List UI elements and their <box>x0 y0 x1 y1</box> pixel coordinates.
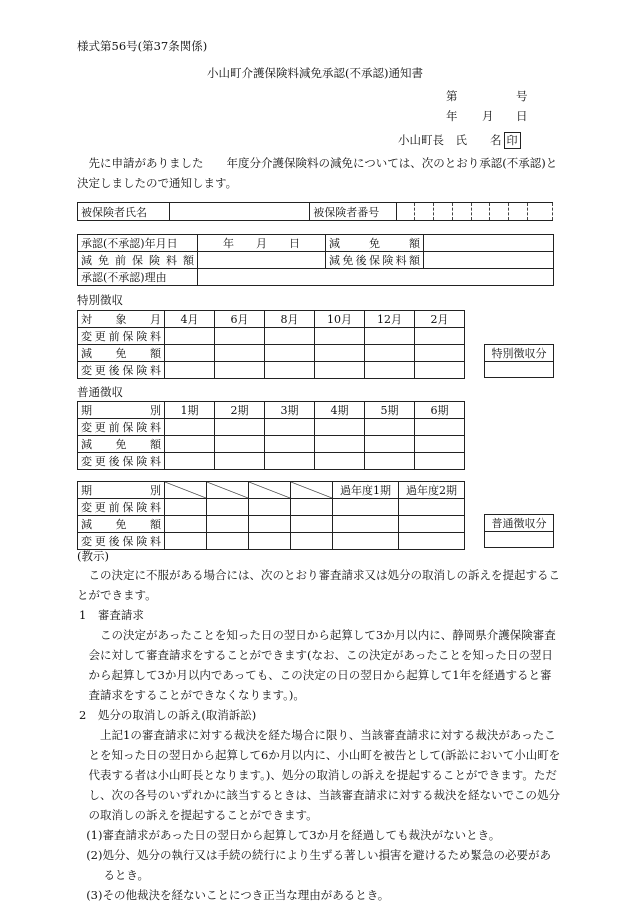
special-cell[interactable] <box>265 328 315 345</box>
past-period: 過年度2期 <box>399 482 465 499</box>
after-amount-cell[interactable] <box>424 252 554 269</box>
special-cell[interactable] <box>215 328 265 345</box>
ordinary-cell[interactable] <box>415 419 465 436</box>
ordinary-cell[interactable] <box>415 436 465 453</box>
intro-text: 先に申請がありました 年度分介護保険料の減免については、次のとおり承認(不承認)と決定しましたので通知します。 <box>77 156 558 190</box>
special-cell[interactable] <box>315 328 365 345</box>
ordinary-heading: 普通徴収 <box>77 385 123 399</box>
special-heading: 特別徴収 <box>77 293 123 307</box>
ordinary-row-label: 変更前保険料 <box>78 419 165 436</box>
before-amount-label: 減免前保険料額 <box>78 252 198 269</box>
ordinary-cell[interactable] <box>365 419 415 436</box>
special-total-label: 特別徴収分 <box>485 345 554 362</box>
special-total-box <box>484 344 554 378</box>
special-month: 6月 <box>215 311 265 328</box>
insured-number-digit[interactable] <box>396 203 415 221</box>
ordinary-total-label: 普通徴収分 <box>485 515 554 532</box>
ordinary-cell[interactable] <box>165 419 215 436</box>
past-row-label: 変更前保険料 <box>78 499 165 516</box>
ordinary-period: 6期 <box>415 402 465 419</box>
before-amount-cell[interactable] <box>198 252 326 269</box>
intro-paragraph <box>77 153 561 193</box>
special-cell[interactable] <box>315 362 365 379</box>
special-cell[interactable] <box>315 345 365 362</box>
item1-body: この決定があったことを知った日の翌日から起算して3か月以内に、静岡県介護保険審査会に対して審査請求をすることができます(なお、この決定があったことを知った日の翌日から起算して3か月以内であっても、この決定の日の翌日から起算して1年を経過すると審査請求をすることができなくなります。)。 <box>88 628 556 702</box>
reduction-amount-label: 減 免 額 <box>326 235 424 252</box>
insured-table <box>77 202 553 221</box>
special-cell[interactable] <box>215 345 265 362</box>
condition-item: (1)審査請求があった日の翌日から起算して3か月を経過しても裁決がないとき。 <box>86 828 501 842</box>
seal-mark: 印 <box>504 132 521 149</box>
ordinary-total-cell[interactable] <box>485 532 554 548</box>
ordinary-cell[interactable] <box>215 436 265 453</box>
diagonal-cell <box>165 482 207 499</box>
reduction-amount-cell[interactable] <box>424 235 554 252</box>
document-title: 小山町介護保険料減免承認(不承認)通知書 <box>207 66 423 80</box>
reason-cell[interactable] <box>198 269 554 286</box>
insured-number-digit[interactable] <box>490 203 509 221</box>
special-cell[interactable] <box>415 345 465 362</box>
date-year: 年 <box>446 109 458 123</box>
insured-number-digit[interactable] <box>509 203 528 221</box>
ordinary-period: 3期 <box>265 402 315 419</box>
past-cell[interactable] <box>165 499 207 516</box>
past-cell[interactable] <box>207 499 249 516</box>
ordinary-cell[interactable] <box>215 453 265 470</box>
ordinary-cell[interactable] <box>315 419 365 436</box>
issuer-name: 小山町長 氏 名 <box>398 133 502 147</box>
ordinary-cell[interactable] <box>365 436 415 453</box>
item2-title: 2 処分の取消しの訴え(取消訴訟) <box>79 708 257 722</box>
past-period-label: 期 別 <box>78 482 165 499</box>
past-cell[interactable] <box>291 516 333 533</box>
past-cell[interactable] <box>249 516 291 533</box>
ordinary-period: 2期 <box>215 402 265 419</box>
special-cell[interactable] <box>415 328 465 345</box>
special-cell[interactable] <box>365 328 415 345</box>
ordinary-cell[interactable] <box>365 453 415 470</box>
approval-date-value[interactable]: 年 月 日 <box>198 235 326 252</box>
special-cell[interactable] <box>215 362 265 379</box>
insured-name-cell[interactable] <box>169 203 310 221</box>
after-amount-label: 減免後保険料額 <box>326 252 424 269</box>
special-month: 2月 <box>415 311 465 328</box>
past-cell[interactable] <box>333 499 399 516</box>
ordinary-cell[interactable] <box>165 453 215 470</box>
special-month: 4月 <box>165 311 215 328</box>
past-period: 過年度1期 <box>333 482 399 499</box>
past-cell[interactable] <box>291 499 333 516</box>
approval-table <box>77 234 554 286</box>
insured-number-digit[interactable] <box>415 203 434 221</box>
ordinary-table <box>77 401 465 470</box>
diagonal-cell <box>207 482 249 499</box>
special-cell[interactable] <box>165 345 215 362</box>
past-row-label: 減 免 額 <box>78 516 165 533</box>
diagonal-cell <box>291 482 333 499</box>
special-cell[interactable] <box>265 362 315 379</box>
diagonal-cell <box>249 482 291 499</box>
ordinary-period: 4期 <box>315 402 365 419</box>
condition-item: (3)その他裁決を経ないことにつき正当な理由があるとき。 <box>86 888 390 902</box>
past-cell[interactable] <box>399 499 465 516</box>
special-cell[interactable] <box>415 362 465 379</box>
special-total-cell[interactable] <box>485 362 554 378</box>
ordinary-cell[interactable] <box>215 419 265 436</box>
ordinary-cell[interactable] <box>165 436 215 453</box>
past-row-label: 変更後保険料 <box>78 533 165 550</box>
number-go: 号 <box>516 89 528 103</box>
ordinary-period: 1期 <box>165 402 215 419</box>
special-month: 12月 <box>365 311 415 328</box>
special-target-label: 対 象 月 <box>78 311 165 328</box>
past-cell[interactable] <box>249 499 291 516</box>
special-cell[interactable] <box>165 362 215 379</box>
past-year-table <box>77 481 465 550</box>
special-cell[interactable] <box>365 362 415 379</box>
ordinary-cell[interactable] <box>265 453 315 470</box>
ordinary-row-label: 減 免 額 <box>78 436 165 453</box>
ordinary-period-label: 期 別 <box>78 402 165 419</box>
reason-label: 承認(不承認)理由 <box>78 269 198 286</box>
ordinary-row-label: 変更後保険料 <box>78 453 165 470</box>
ordinary-total-box <box>484 514 554 548</box>
special-row-label: 減 免 額 <box>78 345 165 362</box>
insured-name-label: 被保険者氏名 <box>78 203 170 221</box>
special-cell[interactable] <box>265 345 315 362</box>
special-cell[interactable] <box>165 328 215 345</box>
ordinary-cell[interactable] <box>265 419 315 436</box>
ordinary-cell[interactable] <box>265 436 315 453</box>
insured-number-digit[interactable] <box>434 203 453 221</box>
special-row-label: 変更後保険料 <box>78 362 165 379</box>
past-cell[interactable] <box>399 516 465 533</box>
past-cell[interactable] <box>333 516 399 533</box>
ordinary-cell[interactable] <box>315 453 365 470</box>
number-dai: 第 <box>446 89 458 103</box>
past-cell[interactable] <box>207 516 249 533</box>
special-month: 8月 <box>265 311 315 328</box>
notice-heading: (教示) <box>77 549 109 563</box>
ordinary-cell[interactable] <box>315 436 365 453</box>
approval-date-label: 承認(不承認)年月日 <box>78 235 198 252</box>
date-day: 日 <box>516 109 528 123</box>
special-table <box>77 310 465 379</box>
condition-item: (2)処分、処分の執行又は手続の続行により生ずる著しい損害を避けるため緊急の必要があるとき。 <box>86 848 551 882</box>
item2-body: 上記1の審査請求に対する裁決を経た場合に限り、当該審査請求に対する裁決があったことを知った日の翌日から起算して6か月以内に、小山町を被告として(訴訟において小山町を代表する者は小山町長となります。)、処分の取消しの訴えを提起することができます。ただし、次の各号のいずれかに該当するときは、当該審査請求に対する裁決を経ないでこの処分の取消しの訴えを提起することができます。 <box>88 728 561 822</box>
issuer-line <box>398 132 521 149</box>
special-cell[interactable] <box>365 345 415 362</box>
notice-intro: この決定に不服がある場合には、次のとおり審査請求又は処分の取消しの訴えを提起することができます。 <box>77 568 560 602</box>
ordinary-cell[interactable] <box>415 453 465 470</box>
insured-number-digit[interactable] <box>452 203 471 221</box>
insured-number-digit[interactable] <box>471 203 490 221</box>
insured-number-label: 被保険者番号 <box>310 203 396 221</box>
notice-section <box>77 547 561 905</box>
special-row-label: 変更前保険料 <box>78 328 165 345</box>
form-number: 様式第56号(第37条関係) <box>77 39 208 53</box>
special-month: 10月 <box>315 311 365 328</box>
past-cell[interactable] <box>165 516 207 533</box>
ordinary-period: 5期 <box>365 402 415 419</box>
date-month: 月 <box>482 109 494 123</box>
insured-number-digit[interactable] <box>527 203 552 221</box>
item1-title: 1 審査請求 <box>79 608 144 622</box>
